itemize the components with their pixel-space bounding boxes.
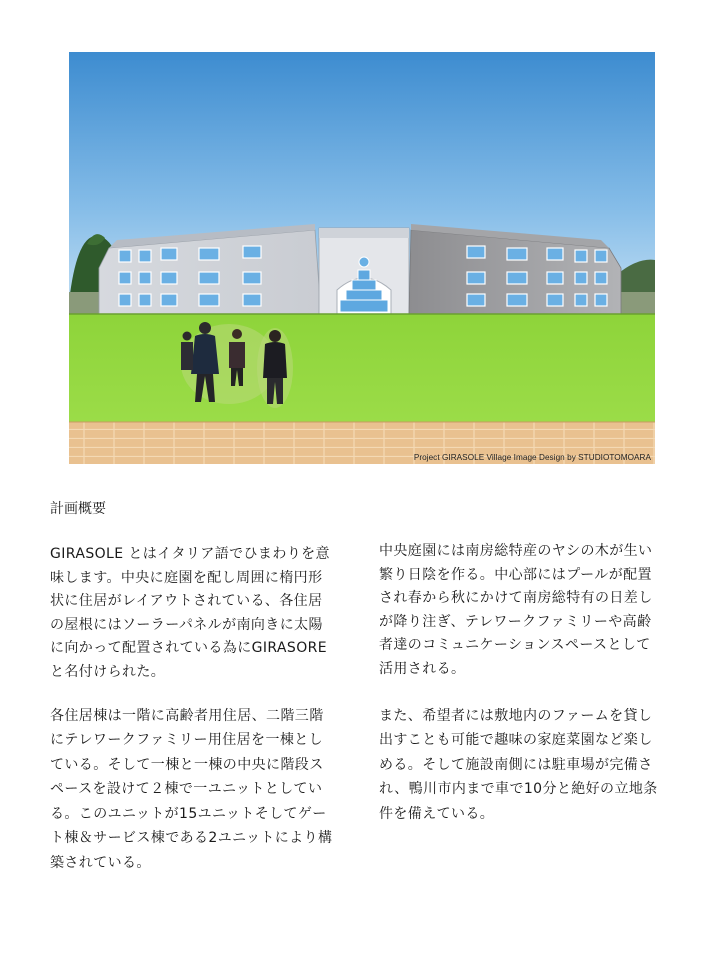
left-paragraph-2: 各住居棟は一階に高齢者用住居、二階三階 にテレワークファミリー用住居を一棟とし ている。そして一棟と一棟の中央に階段ス ペースを設けて２棟で一ユニットとしてい る。このユニットが15ユニットそしてゲー ト棟＆サービス棟である2ユニットにより構 築されている。 [50, 707, 333, 871]
section-heading: 計画概要 [50, 501, 106, 517]
right-paragraph-1: 中央庭園には南房総特産のヤシの木が生い 繁り日陰を作る。中心部にはプールが配置 され春から秋にかけて南房総特有の日差し が降り注ぎ、テレワークファミリーや高齢 者達のコミュニケーションスペースとして 活用される。 [379, 543, 653, 677]
architectural-illustration [69, 52, 655, 464]
right-paragraph-2: また、希望者には敷地内のファームを貸し 出すことも可能で趣味の家庭菜園など楽し める。そして施設南側には駐車場が完備さ れ、鴨川市内まで車で10分と絶好の立地条 件を備えている。 [379, 707, 658, 822]
central-gate [319, 228, 409, 314]
lawn [69, 314, 655, 422]
left-column [50, 543, 370, 875]
people-figures [181, 322, 293, 408]
left-paragraph-1: GIRASOLE とはイタリア語でひまわりを意 味します。中央に庭園を配し周囲に楕円形 状に住居がレイアウトされている、各住居 の屋根にはソーラーパネルが南向きに太陽 に向かって配置されている為にGIRASORE と名付けられた。 [50, 546, 330, 680]
image-caption-text: Project GIRASOLE Village Image Design by STUDIOTOMOARA [413, 453, 651, 462]
image-caption [69, 452, 655, 464]
right-column [379, 540, 679, 826]
